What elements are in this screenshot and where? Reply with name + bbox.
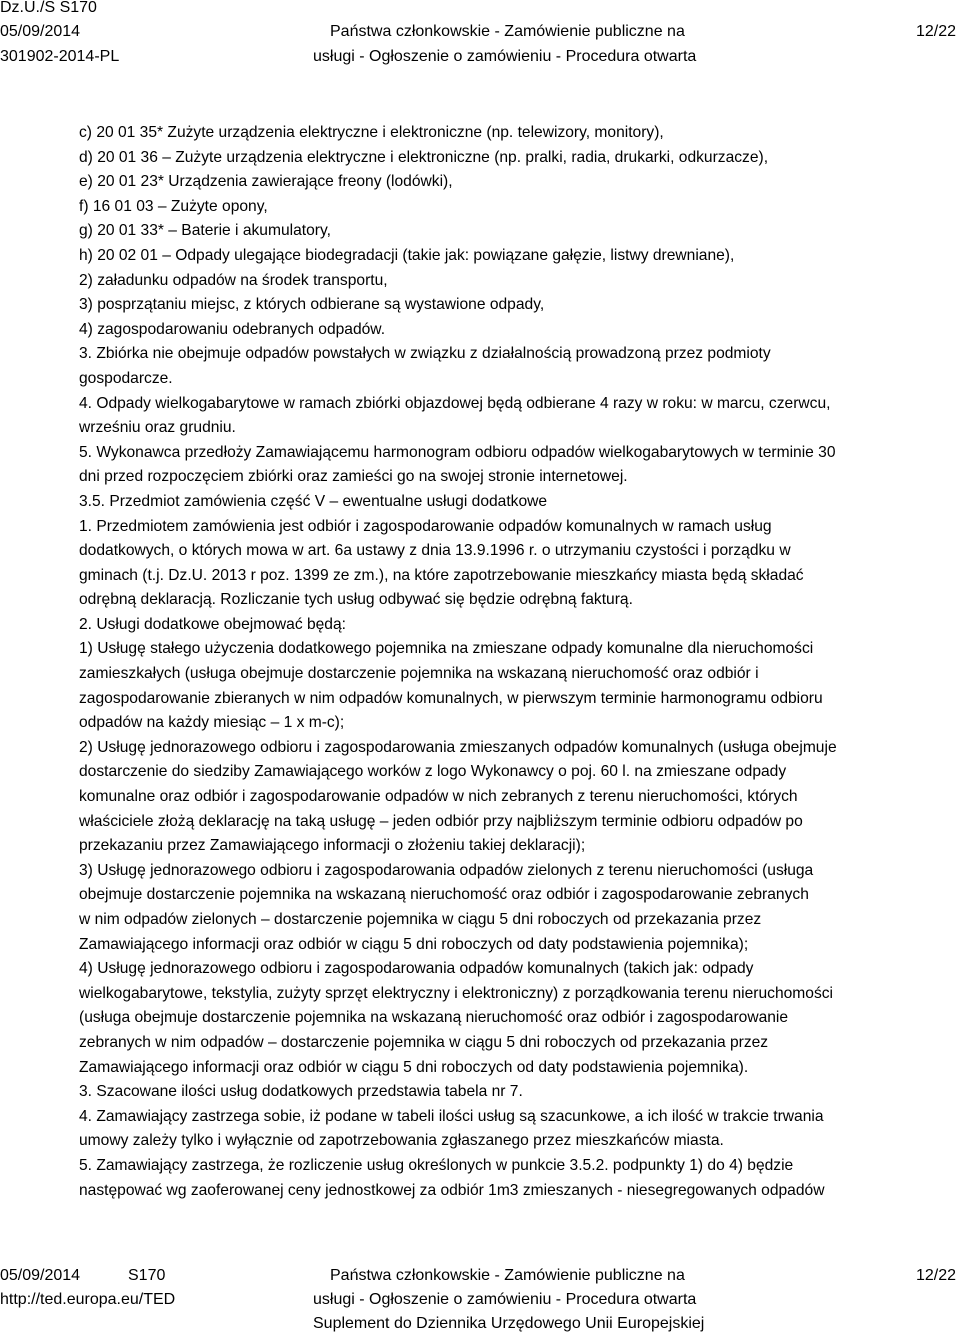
text-line: gminach (t.j. Dz.U. 2013 r poz. 1399 ze zm.), na które zapotrzebowanie mieszkańcy miasta będą składać [79,566,804,584]
text-line: umowy zależy tylko i wyłącznie od zapotrzebowania zgłaszanego przez mieszkańców miasta. [79,1132,724,1150]
text-line: e) 20 01 23* Urządzenia zawierające freony (lodówki), [79,173,453,191]
text-line: komunalne oraz odbiór i zagospodarowanie odpadów w nich zebranych z terenu nieruchomości, których [79,788,798,806]
text-line: 1) Usługę stałego użyczenia dodatkowego pojemnika na zmieszane odpady komunalne dla nieruchomości [79,640,814,658]
text-line: 3. Zbiórka nie obejmuje odpadów powstałych w związku z działalnością prowadzoną przez podmioty [79,345,771,363]
text-line: 5. Wykonawca przedłoży Zamawiającemu harmonogram odbioru odpadów wielkogabarytowych w terminie 30 [79,443,836,461]
header-date: 05/09/2014 [0,23,81,40]
footer-page-number: 12/22 [915,1267,956,1284]
text-line: odpadów na każdy miesiąc – 1 x m-c); [79,714,345,732]
footer-date: 05/09/2014 [0,1267,81,1284]
text-line: gospodarcze. [79,369,173,387]
text-line: Zamawiającego informacji oraz odbiór w ciągu 5 dni roboczych od daty podstawienia pojemnika). [79,1058,749,1076]
text-line: (usługa obejmuje dostarczenie pojemnika na wskazaną nieruchomość oraz odbiór i zagospodarowanie [79,1009,789,1027]
text-line: obejmuje dostarczenie pojemnika na wskazaną nieruchomość oraz odbiór i zagospodarowanie zebranych [79,886,809,904]
text-line: 4. Odpady wielkogabarytowe w ramach zbiórki objazdowej będą odbierane 4 razy w roku: w marcu, czerwcu, [79,394,831,412]
notice-id: 301902-2014-PL [0,48,120,65]
text-line: wrześniu oraz grudniu. [79,419,236,437]
text-line: d) 20 01 36 – Zużyte urządzenia elektryczne i elektroniczne (np. pralki, radia, drukarki, odkurzacze), [79,148,769,166]
text-line: f) 16 01 03 – Zużyte opony, [79,197,268,215]
doc-reference: Dz.U./S S170 [0,0,97,16]
text-line: 2. Usługi dodatkowe obejmować będą: [79,615,346,633]
text-line: wielkogabarytowe, tekstylia, zużyty sprzęt elektryczny i elektroniczny) z porządkowania terenu nieruchomości [79,984,834,1002]
text-line: h) 20 02 01 – Odpady ulegające biodegradacji (takie jak: powiązane gałęzie, listwy drewniane), [79,246,735,264]
text-line: Zamawiającego informacji oraz odbiór w ciągu 5 dni roboczych od daty podstawienia pojemnika); [79,935,749,953]
footer-series: S170 [128,1267,166,1284]
header-title-line2: usługi - Ogłoszenie o zamówieniu - Procedura otwarta [313,48,697,65]
document-body [79,121,957,1203]
text-line: dostarczenie do siedziby Zamawiającego worków z logo Wykonawcy o poj. 60 l. na zmieszane odpady [79,763,787,781]
text-line: 2) Usługę jednorazowego odbioru i zagospodarowania zmieszanych odpadów komunalnych (usługa obejmuje [79,738,837,756]
text-line: zamieszkałych (usługa obejmuje dostarczenie pojemnika na wskazaną nieruchomość oraz odbiór i [79,665,759,683]
text-line: następować wg zaoferowanej ceny jednostkowej za odbiór 1m3 zmieszanych - niesegregowanych odpadów [79,1181,825,1199]
text-line: zebranych w nim odpadów – dostarczenie pojemnika w ciągu 5 dni roboczych od przekazania przez [79,1033,769,1051]
text-line: przekazaniu przez Zamawiającego informacji o złożeniu takiej deklaracji); [79,837,586,855]
header-title-line1: Państwa członkowskie - Zamówienie publiczne na [330,23,685,40]
text-line: odrębną deklaracją. Rozliczanie tych usług odbywać się będzie odrębną fakturą. [79,591,633,609]
text-line: c) 20 01 35* Zużyte urządzenia elektryczne i elektroniczne (np. telewizory, monitory), [79,124,664,141]
text-line: 3) posprzątaniu miejsc, z których odbierane są wystawione odpady, [79,296,545,314]
text-line: właściciele złożą deklarację na taką usługę – jeden odbiór przy najbliższym terminie odbioru odpadów po [79,812,803,830]
text-line: 1. Przedmiotem zamówienia jest odbiór i zagospodarowanie odpadów komunalnych w ramach usług [79,517,772,535]
text-line: dodatkowych, o których mowa w art. 6a ustawy z dnia 13.9.1996 r. o utrzymaniu czystości i porządku w [79,542,791,560]
footer-supplement-title: Suplement do Dziennika Urzędowego Unii Europejskiej [313,1315,705,1332]
text-line: 5. Zamawiający zastrzega, że rozliczenie usług określonych w punkcie 3.5.2. podpunkty 1) do 4) będzie [79,1156,794,1174]
footer-url-link[interactable]: http://ted.europa.eu/TED [0,1291,176,1308]
footer-title-line2: usługi - Ogłoszenie o zamówieniu - Procedura otwarta [313,1291,697,1308]
text-line: zagospodarowanie zbieranych w nim odpadów komunalnych, w pierwszym terminie harmonogramu odbioru [79,689,823,707]
text-line: 3) Usługę jednorazowego odbioru i zagospodarowania odpadów zielonych z terenu nieruchomości (usługa [79,861,814,879]
header-page-number: 12/22 [915,23,956,40]
text-line: g) 20 01 33* – Baterie i akumulatory, [79,222,331,240]
footer-title-line1: Państwa członkowskie - Zamówienie publiczne na [330,1267,685,1284]
text-line: 2) załadunku odpadów na środek transportu, [79,271,388,289]
text-line: 4. Zamawiający zastrzega sobie, iż podane w tabeli ilości usług są szacunkowe, a ich ilość w trakcie trwania [79,1107,824,1125]
text-line: w nim odpadów zielonych – dostarczenie pojemnika w ciągu 5 dni roboczych od przekazania przez [79,911,762,928]
text-line: dni przed rozpoczęciem zbiórki oraz zamieści go na swojej stronie internetowej. [79,468,628,486]
text-line: 3. Szacowane ilości usług dodatkowych przedstawia tabela nr 7. [79,1083,523,1101]
text-line: 4) zagospodarowaniu odebranych odpadów. [79,320,386,338]
text-line: 3.5. Przedmiot zamówienia część V – ewentualne usługi dodatkowe [79,492,548,510]
text-line: 4) Usługę jednorazowego odbioru i zagospodarowania odpadów komunalnych (takich jak: odpady [79,960,754,978]
